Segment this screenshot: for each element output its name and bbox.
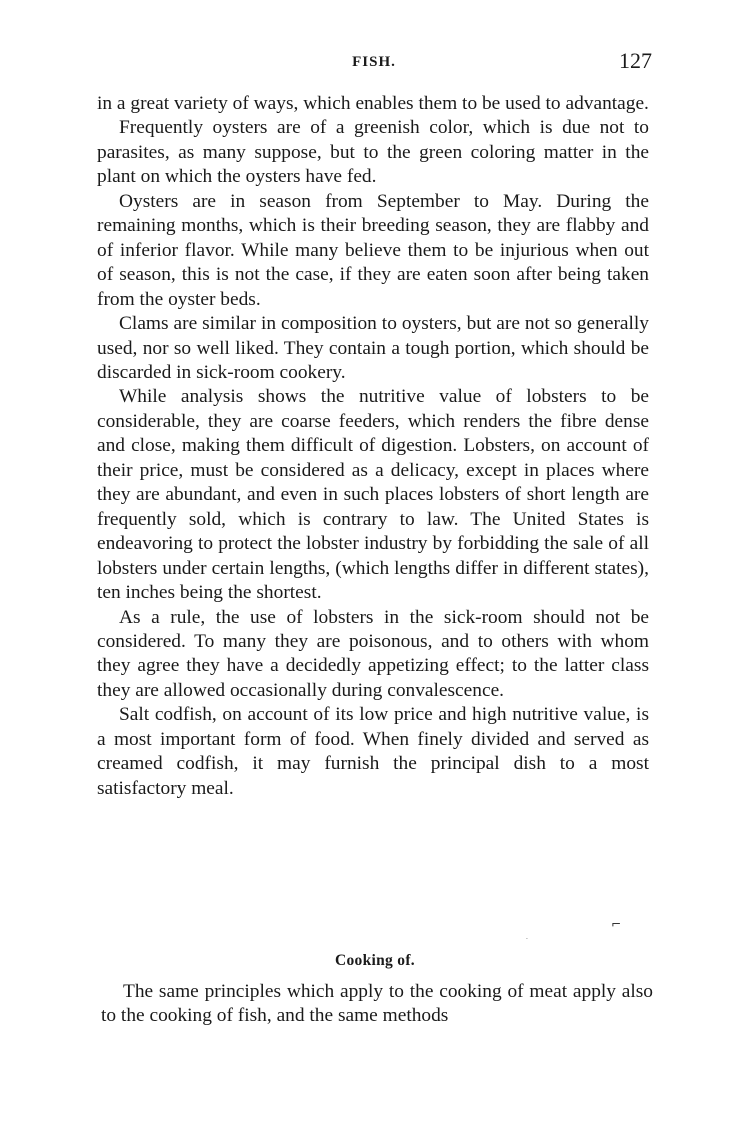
page-number: 127 — [619, 48, 652, 73]
paragraph-cooking: The same principles which apply to the cooking of meat apply also to the cooking of fish, and the same methods — [101, 981, 653, 1027]
paragraph-oyster-season: Oysters are in season from September to May. During the remaining months, which is their breeding season, they are flabby and of inferior flavor. While many believe them to be injurious when out of season, this is not the case, if they are eaten soon after being taken from the oyster beds. — [97, 190, 649, 310]
running-title: FISH. — [352, 54, 396, 70]
section-body — [101, 980, 653, 1029]
paragraph-lobsters: While analysis shows the nutritive value of lobsters to be considerable, they are coarse feeders, which renders the fibre dense and close, making them difficult of digestion. Lobsters, on account of their price, must be considered as a delicacy, except in places where they are abundant, and even in such places lobsters of short length are frequently sold, which is contrary to law. The United States is endeavoring to protect the lobster industry by forbidding the sale of all lobsters under certain lengths, (which lengths differ in different states), ten inches being the shortest. — [97, 386, 649, 604]
paragraph-continuation: in a great variety of ways, which enables them to be used to advantage. — [97, 93, 649, 114]
paragraph-lobsters-sickroom: As a rule, the use of lobsters in the sick-room should not be considered. To many they are poisonous, and to others with whom they agree they have a decidedly appetizing effect; to the latter class they are allowed occasionally during convalescence. — [97, 606, 649, 701]
print-speck: ⌐ — [611, 917, 622, 931]
running-head — [96, 48, 652, 76]
print-speck: · — [526, 936, 528, 943]
body-text — [97, 92, 649, 801]
paragraph-clams: Clams are similar in composition to oysters, but are not so generally used, nor so well liked. They contain a tough portion, which should be discarded in sick-room cookery. — [97, 313, 649, 383]
paragraph-oyster-color: Frequently oysters are of a greenish color, which is due not to parasites, as many suppose, but to the green coloring matter in the plant on which the oysters have fed. — [97, 117, 649, 188]
paragraph-salt-codfish: Salt codfish, on account of its low price and high nutritive value, is a most important form of food. When finely divided and served as creamed codfish, it may furnish the principal dish to a most satisfactory meal. — [97, 704, 649, 799]
section-heading: Cooking of. — [335, 952, 415, 969]
